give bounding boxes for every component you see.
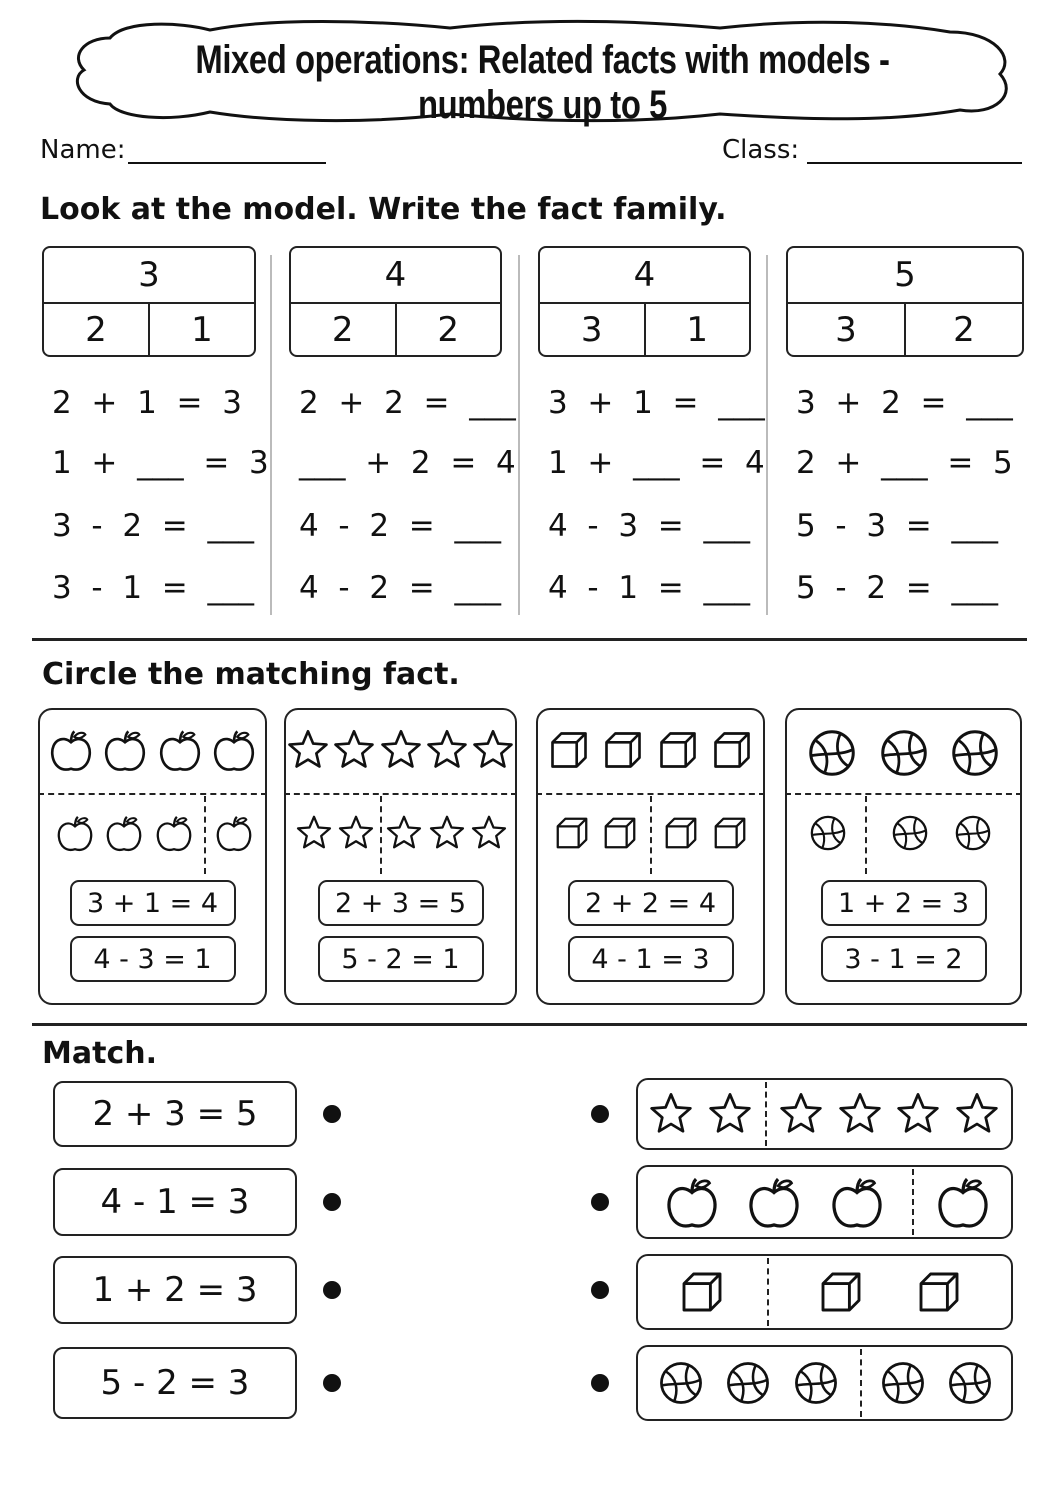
star-icon bbox=[286, 728, 330, 772]
star-icon bbox=[778, 1091, 824, 1137]
fact-family-equation[interactable]: 4 - 2 = ___ bbox=[299, 570, 501, 606]
class-label: Class: bbox=[722, 135, 800, 165]
fact-family-equation[interactable]: 2 + 1 = 3 bbox=[52, 385, 242, 421]
ball-icon bbox=[879, 728, 929, 778]
fact-family-equation[interactable]: 5 - 2 = ___ bbox=[796, 570, 998, 606]
card-divider bbox=[38, 793, 267, 795]
cube-icon bbox=[547, 728, 591, 772]
model-part: 2 bbox=[291, 304, 397, 356]
match-dot-right[interactable] bbox=[591, 1193, 609, 1211]
model-whole: 3 bbox=[44, 248, 254, 304]
star-icon bbox=[895, 1091, 941, 1137]
fact-family-equation[interactable]: 1 + ___ = 3 bbox=[52, 445, 269, 481]
fact-family-equation[interactable]: 3 + 2 = ___ bbox=[796, 385, 1013, 421]
apple-icon bbox=[747, 1175, 801, 1229]
fact-option[interactable]: 1 + 2 = 3 bbox=[821, 880, 987, 926]
star-icon bbox=[648, 1091, 694, 1137]
ball-icon bbox=[880, 1360, 926, 1406]
star-icon bbox=[470, 814, 508, 852]
fact-family-equation[interactable]: 3 - 1 = ___ bbox=[52, 570, 254, 606]
part-whole-model bbox=[42, 246, 256, 357]
apple-icon bbox=[215, 814, 253, 852]
star-icon bbox=[837, 1091, 883, 1137]
ball-icon bbox=[658, 1360, 704, 1406]
match-fact[interactable]: 5 - 2 = 3 bbox=[53, 1347, 297, 1419]
cube-icon bbox=[601, 814, 639, 852]
model-whole: 5 bbox=[788, 248, 1022, 304]
cube-icon bbox=[601, 728, 645, 772]
star-icon bbox=[379, 728, 423, 772]
card-divider bbox=[536, 793, 765, 795]
model-part: 3 bbox=[788, 304, 906, 356]
star-icon bbox=[332, 728, 376, 772]
ball-icon bbox=[725, 1360, 771, 1406]
name-field[interactable] bbox=[128, 162, 326, 164]
cube-icon bbox=[656, 728, 700, 772]
part-whole-model bbox=[538, 246, 751, 357]
fact-family-equation[interactable]: 2 + 2 = ___ bbox=[299, 385, 516, 421]
name-label: Name: bbox=[40, 135, 126, 165]
star-icon bbox=[385, 814, 423, 852]
star-icon bbox=[471, 728, 515, 772]
star-icon bbox=[707, 1091, 753, 1137]
card-divider bbox=[284, 793, 517, 795]
section3-heading: Match. bbox=[42, 1036, 157, 1071]
match-dot-left[interactable] bbox=[323, 1105, 341, 1123]
part-divider bbox=[765, 1082, 767, 1146]
ball-icon bbox=[809, 814, 847, 852]
match-dot-left[interactable] bbox=[323, 1193, 341, 1211]
fact-family-equation[interactable]: 4 - 1 = ___ bbox=[548, 570, 750, 606]
fact-family-equation[interactable]: 2 + ___ = 5 bbox=[796, 445, 1013, 481]
class-field[interactable] bbox=[807, 162, 1022, 164]
model-part: 3 bbox=[540, 304, 646, 356]
apple-icon bbox=[158, 728, 202, 772]
ball-icon bbox=[947, 1360, 993, 1406]
fact-option[interactable]: 2 + 3 = 5 bbox=[318, 880, 484, 926]
part-whole-model bbox=[786, 246, 1024, 357]
match-dot-left[interactable] bbox=[323, 1374, 341, 1392]
part-divider bbox=[860, 1349, 862, 1417]
model-part: 1 bbox=[191, 310, 213, 350]
apple-icon bbox=[56, 814, 94, 852]
cube-icon bbox=[817, 1268, 865, 1316]
card-divider bbox=[785, 793, 1022, 795]
apple-icon bbox=[155, 814, 193, 852]
section-divider bbox=[32, 1023, 1027, 1026]
star-icon bbox=[428, 814, 466, 852]
part-divider bbox=[380, 796, 382, 874]
cube-icon bbox=[915, 1268, 963, 1316]
match-fact[interactable]: 1 + 2 = 3 bbox=[53, 1256, 297, 1324]
model-part: 1 bbox=[686, 310, 709, 350]
section-divider bbox=[32, 638, 1027, 641]
fact-option[interactable]: 4 - 3 = 1 bbox=[70, 936, 236, 982]
part-divider bbox=[767, 1258, 769, 1326]
ball-icon bbox=[793, 1360, 839, 1406]
cube-icon bbox=[662, 814, 700, 852]
part-divider bbox=[912, 1169, 914, 1235]
column-divider bbox=[270, 255, 272, 615]
column-divider bbox=[766, 255, 768, 615]
apple-icon bbox=[105, 814, 143, 852]
model-part: 2 bbox=[44, 304, 150, 356]
fact-family-equation[interactable]: 4 - 2 = ___ bbox=[299, 508, 501, 544]
fact-option[interactable]: 3 + 1 = 4 bbox=[70, 880, 236, 926]
page-title: Mixed operations: Related facts with models - numbers up to 5 bbox=[195, 38, 890, 127]
apple-icon bbox=[830, 1175, 884, 1229]
apple-icon bbox=[212, 728, 256, 772]
ball-icon bbox=[807, 728, 857, 778]
fact-family-equation[interactable]: 1 + ___ = 4 bbox=[548, 445, 765, 481]
star-icon bbox=[337, 814, 375, 852]
fact-family-equation[interactable]: 5 - 3 = ___ bbox=[796, 508, 998, 544]
fact-family-equation[interactable]: 3 + 1 = ___ bbox=[548, 385, 765, 421]
match-dot-left[interactable] bbox=[323, 1281, 341, 1299]
model-whole: 4 bbox=[540, 248, 749, 304]
apple-icon bbox=[49, 728, 93, 772]
section1-heading: Look at the model. Write the fact family. bbox=[40, 192, 727, 227]
apple-icon bbox=[103, 728, 147, 772]
section2-heading: Circle the matching fact. bbox=[42, 657, 460, 692]
cube-icon bbox=[553, 814, 591, 852]
cube-icon bbox=[678, 1268, 726, 1316]
star-icon bbox=[954, 1091, 1000, 1137]
match-dot-right[interactable] bbox=[591, 1105, 609, 1123]
match-fact[interactable]: 2 + 3 = 5 bbox=[53, 1081, 297, 1147]
star-icon bbox=[295, 814, 333, 852]
apple-icon bbox=[936, 1175, 990, 1229]
fact-option[interactable]: 3 - 1 = 2 bbox=[821, 936, 987, 982]
part-divider bbox=[865, 796, 867, 874]
fact-option[interactable]: 4 - 1 = 3 bbox=[568, 936, 734, 982]
ball-icon bbox=[891, 814, 929, 852]
ball-icon bbox=[950, 728, 1000, 778]
model-part: 2 bbox=[953, 310, 975, 350]
match-fact[interactable]: 4 - 1 = 3 bbox=[53, 1168, 297, 1236]
part-divider bbox=[204, 796, 206, 874]
ball-icon bbox=[954, 814, 992, 852]
part-whole-model bbox=[289, 246, 502, 357]
apple-icon bbox=[665, 1175, 719, 1229]
fact-option[interactable]: 2 + 2 = 4 bbox=[568, 880, 734, 926]
fact-option[interactable]: 5 - 2 = 1 bbox=[318, 936, 484, 982]
part-divider bbox=[650, 796, 652, 874]
model-whole: 4 bbox=[291, 248, 500, 304]
fact-family-equation[interactable]: ___ + 2 = 4 bbox=[299, 445, 516, 481]
model-part: 2 bbox=[437, 310, 460, 350]
star-icon bbox=[425, 728, 469, 772]
match-dot-right[interactable] bbox=[591, 1281, 609, 1299]
cube-icon bbox=[710, 728, 754, 772]
cube-icon bbox=[711, 814, 749, 852]
column-divider bbox=[518, 255, 520, 615]
fact-family-equation[interactable]: 4 - 3 = ___ bbox=[548, 508, 750, 544]
match-dot-right[interactable] bbox=[591, 1374, 609, 1392]
fact-family-equation[interactable]: 3 - 2 = ___ bbox=[52, 508, 254, 544]
